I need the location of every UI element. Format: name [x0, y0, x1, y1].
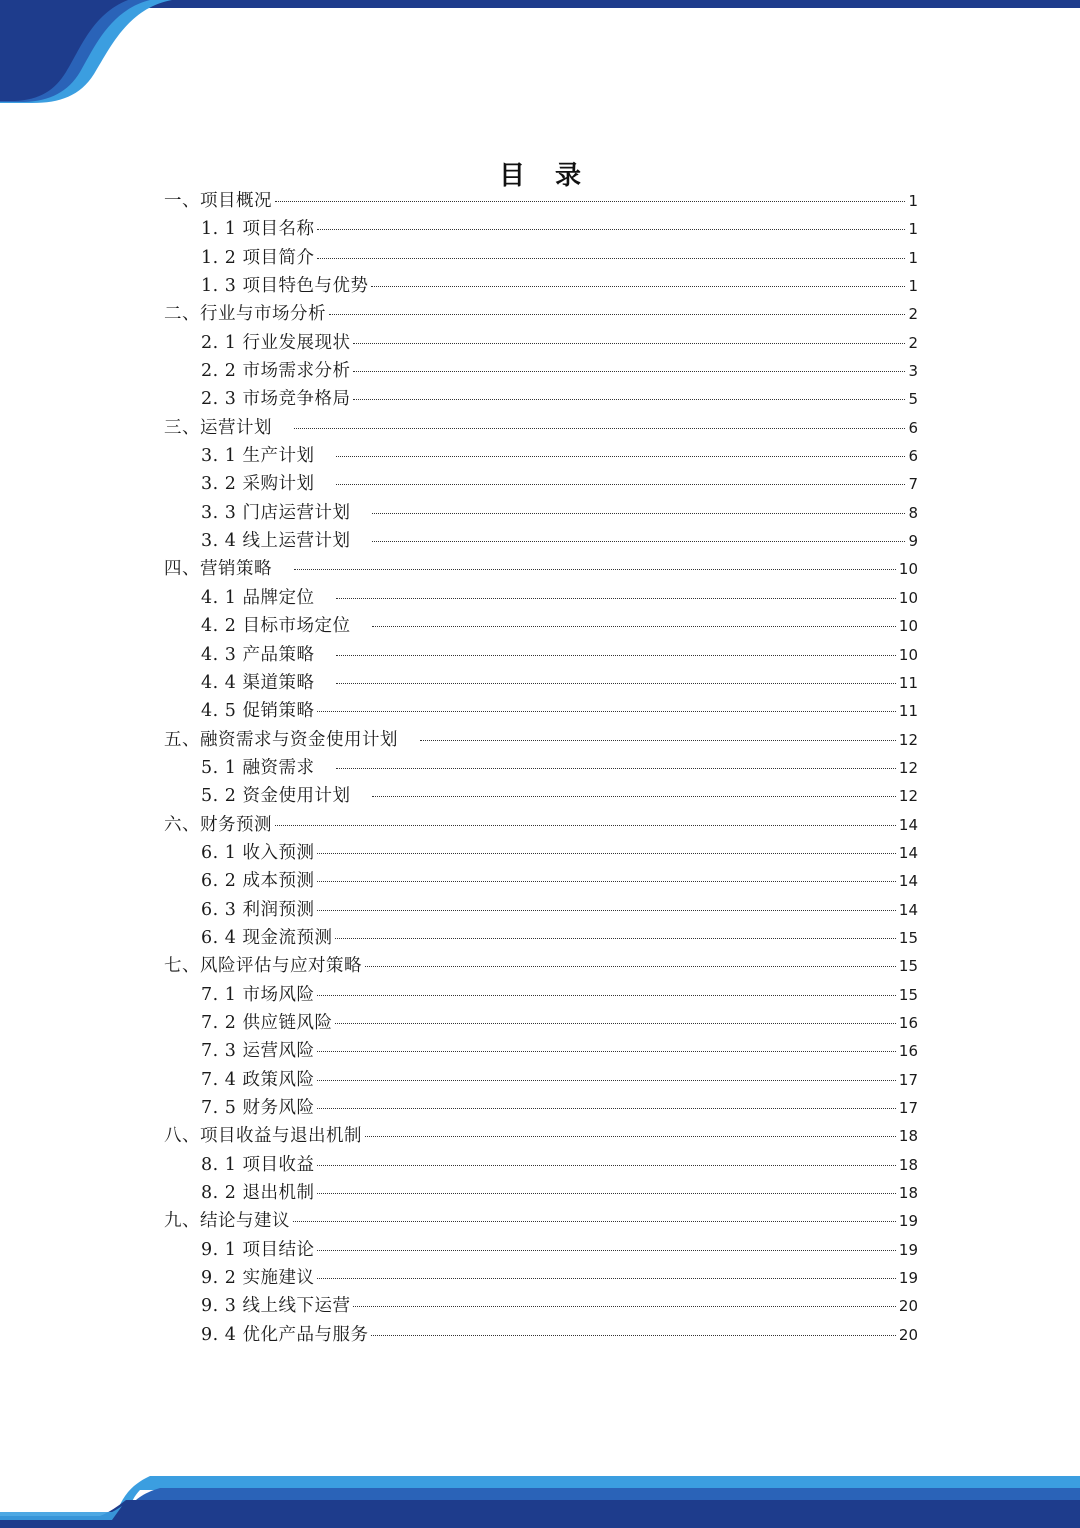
toc-chapter-entry[interactable] — [164, 811, 918, 839]
toc-entry-label: 四、营销策略 — [164, 559, 272, 580]
toc-section-entry[interactable] — [164, 839, 918, 867]
toc-entry-label: 9. 3 线上线下运营 — [201, 1296, 351, 1317]
toc-page-number: 11 — [898, 702, 918, 721]
toc-leader-dots — [372, 626, 895, 627]
toc-section-entry[interactable] — [164, 867, 918, 895]
toc-entry-label: 5. 1 融资需求 — [201, 757, 315, 778]
toc-leader-dots — [335, 1023, 895, 1024]
toc-section-entry[interactable] — [164, 1236, 918, 1264]
toc-entry-label: 1. 3 项目特色与优势 — [201, 276, 369, 297]
toc-entry-label: 4. 3 产品策略 — [201, 644, 315, 665]
toc-leader-dots — [336, 655, 895, 656]
toc-leader-dots — [294, 569, 896, 570]
toc-leader-dots — [365, 966, 896, 967]
toc-leader-dots — [420, 740, 896, 741]
toc-section-entry[interactable] — [164, 1009, 918, 1037]
toc-entry-label: 4. 5 促销策略 — [201, 701, 315, 722]
toc-entry-label: 4. 2 目标市场定位 — [201, 616, 351, 637]
toc-entry-label: 4. 4 渠道策略 — [201, 672, 315, 693]
toc-entry-label: 2. 1 行业发展现状 — [201, 332, 351, 353]
toc-chapter-entry[interactable] — [164, 726, 918, 754]
toc-leader-dots — [336, 683, 895, 684]
toc-entry-label: 3. 3 门店运营计划 — [201, 502, 351, 523]
toc-entry-label: 4. 1 品牌定位 — [201, 587, 315, 608]
page-title: 目录 — [498, 161, 611, 192]
toc-leader-dots — [317, 711, 895, 712]
toc-page-number: 10 — [898, 617, 918, 636]
toc-page-number: 2 — [908, 333, 918, 352]
toc-chapter-entry[interactable] — [164, 555, 918, 583]
toc-leader-dots — [335, 938, 895, 939]
toc-page-number: 10 — [898, 588, 918, 607]
toc-leader-dots — [353, 399, 905, 400]
toc-entry-label: 6. 2 成本预测 — [201, 871, 315, 892]
toc-section-entry[interactable] — [164, 612, 918, 640]
toc-section-entry[interactable] — [164, 782, 918, 810]
toc-section-entry[interactable] — [164, 215, 918, 243]
toc-page-number: 12 — [898, 758, 918, 777]
toc-section-entry[interactable] — [164, 470, 918, 498]
toc-leader-dots — [317, 1278, 895, 1279]
toc-section-entry[interactable] — [164, 1292, 918, 1320]
toc-section-entry[interactable] — [164, 1066, 918, 1094]
toc-leader-dots — [317, 229, 905, 230]
toc-page-number: 18 — [898, 1127, 918, 1146]
toc-page-number: 17 — [898, 1099, 918, 1117]
toc-page-number: 6 — [908, 418, 918, 437]
toc-chapter-entry[interactable] — [164, 952, 918, 980]
toc-entry-label: 2. 3 市场竞争格局 — [201, 389, 351, 410]
toc-section-entry[interactable] — [164, 1151, 918, 1179]
toc-leader-dots — [275, 201, 905, 202]
toc-entry-label: 六、财务预测 — [164, 814, 272, 835]
toc-page-number: 2 — [908, 305, 918, 324]
toc-page-number: 3 — [908, 362, 918, 381]
toc-entry-label: 9. 4 优化产品与服务 — [201, 1324, 369, 1345]
toc-leader-dots — [372, 513, 905, 514]
toc-page-number: 19 — [898, 1212, 918, 1231]
toc-page-number: 19 — [898, 1240, 918, 1259]
toc-page-number: 16 — [898, 1013, 918, 1032]
toc-section-entry[interactable] — [164, 1179, 918, 1207]
toc-leader-dots — [317, 1051, 895, 1052]
toc-page-number: 18 — [898, 1184, 918, 1203]
toc-section-entry[interactable] — [164, 272, 918, 300]
toc-leader-dots — [317, 1193, 895, 1194]
toc-leader-dots — [317, 258, 905, 259]
toc-entry-label: 3. 2 采购计划 — [201, 474, 315, 495]
toc-section-entry[interactable] — [164, 385, 918, 413]
toc-entry-label: 8. 1 项目收益 — [201, 1154, 315, 1175]
toc-section-entry[interactable] — [164, 1037, 918, 1065]
toc-leader-dots — [365, 1136, 896, 1137]
toc-leader-dots — [294, 428, 905, 429]
footer-banner — [0, 1468, 1080, 1528]
toc-leader-dots — [317, 1250, 895, 1251]
toc-entry-label: 7. 2 供应链风险 — [201, 1012, 333, 1033]
toc-leader-dots — [372, 541, 905, 542]
toc-page-number: 20 — [898, 1297, 918, 1316]
toc-page-number: 14 — [898, 843, 918, 862]
toc-entry-label: 7. 3 运营风险 — [201, 1041, 315, 1062]
toc-section-entry[interactable] — [164, 924, 918, 952]
toc-leader-dots — [317, 1108, 895, 1109]
toc-entry-label: 5. 2 资金使用计划 — [201, 786, 351, 807]
toc-leader-dots — [353, 343, 905, 344]
toc-page-number: 12 — [898, 730, 918, 749]
toc-leader-dots — [275, 825, 896, 826]
toc-entry-label: 6. 3 利润预测 — [201, 899, 315, 920]
toc-page-number: 17 — [898, 1070, 918, 1089]
toc-page-number: 6 — [908, 447, 918, 466]
toc-entry-label: 1. 1 项目名称 — [201, 219, 315, 240]
toc-section-entry[interactable] — [164, 981, 918, 1009]
toc-page-number: 14 — [898, 900, 918, 919]
toc-leader-dots — [336, 456, 905, 457]
toc-leader-dots — [317, 995, 895, 996]
toc-leader-dots — [317, 853, 895, 854]
toc-leader-dots — [372, 796, 895, 797]
toc-section-entry[interactable] — [164, 669, 918, 697]
toc-entry-label: 6. 4 现金流预测 — [201, 927, 333, 948]
toc-entry-label: 三、运营计划 — [164, 417, 272, 438]
toc-leader-dots — [371, 286, 905, 287]
toc-page-number: 11 — [898, 673, 918, 692]
toc-section-entry[interactable] — [164, 641, 918, 669]
toc-chapter-entry[interactable] — [164, 187, 918, 215]
toc-entry-label: 2. 2 市场需求分析 — [201, 361, 351, 382]
toc-page-number: 12 — [898, 787, 918, 806]
toc-page-number: 20 — [898, 1325, 918, 1344]
toc-page-number: 1 — [908, 220, 918, 239]
toc-entry-label: 二、行业与市场分析 — [164, 304, 326, 325]
toc-entry-label: 五、融资需求与资金使用计划 — [164, 729, 398, 750]
toc-entry-label: 7. 5 财务风险 — [201, 1098, 315, 1118]
toc-leader-dots — [336, 598, 895, 599]
toc-page-number: 9 — [908, 532, 918, 551]
toc-entry-label: 一、项目概况 — [164, 191, 272, 211]
toc-leader-dots — [353, 371, 905, 372]
toc-section-entry[interactable] — [164, 1264, 918, 1292]
toc-entry-label: 3. 4 线上运营计划 — [201, 531, 351, 552]
toc-entry-label: 七、风险评估与应对策略 — [164, 956, 362, 977]
toc-page-number: 5 — [908, 390, 918, 409]
toc-chapter-entry[interactable] — [164, 1207, 918, 1235]
toc-leader-dots — [317, 881, 895, 882]
toc-entry-label: 7. 4 政策风险 — [201, 1069, 315, 1090]
table-of-contents — [164, 187, 918, 1349]
toc-entry-label: 6. 1 收入预测 — [201, 842, 315, 863]
toc-chapter-entry[interactable] — [164, 414, 918, 442]
toc-page-number: 19 — [898, 1269, 918, 1288]
toc-chapter-entry[interactable] — [164, 1122, 918, 1150]
toc-page-number: 10 — [898, 645, 918, 664]
toc-section-entry[interactable] — [164, 1094, 918, 1122]
toc-leader-dots — [317, 1165, 895, 1166]
toc-section-entry[interactable] — [164, 1321, 918, 1349]
toc-chapter-entry[interactable] — [164, 300, 918, 328]
toc-section-entry[interactable] — [164, 329, 918, 357]
toc-page-number: 1 — [908, 277, 918, 296]
toc-leader-dots — [317, 910, 895, 911]
toc-entry-label: 3. 1 生产计划 — [201, 446, 315, 467]
toc-page-number: 15 — [898, 985, 918, 1004]
toc-page-number: 15 — [898, 928, 918, 947]
toc-page-number: 14 — [898, 872, 918, 891]
toc-leader-dots — [317, 1080, 895, 1081]
toc-page-number: 10 — [898, 560, 918, 579]
header-banner — [0, 0, 1080, 108]
toc-page-number: 1 — [908, 248, 918, 267]
toc-section-entry[interactable] — [164, 754, 918, 782]
toc-page-number: 16 — [898, 1042, 918, 1061]
toc-leader-dots — [371, 1335, 895, 1336]
toc-entry-label: 八、项目收益与退出机制 — [164, 1126, 362, 1147]
toc-section-entry[interactable] — [164, 697, 918, 725]
toc-leader-dots — [293, 1221, 896, 1222]
toc-page-number: 18 — [898, 1155, 918, 1174]
toc-entry-label: 九、结论与建议 — [164, 1211, 290, 1232]
toc-section-entry[interactable] — [164, 357, 918, 385]
toc-page-number: 1 — [908, 192, 918, 210]
toc-page-number: 14 — [898, 815, 918, 834]
toc-entry-label: 7. 1 市场风险 — [201, 984, 315, 1005]
toc-leader-dots — [336, 484, 905, 485]
toc-leader-dots — [353, 1306, 895, 1307]
toc-section-entry[interactable] — [164, 527, 918, 555]
toc-leader-dots — [336, 768, 895, 769]
toc-section-entry[interactable] — [164, 442, 918, 470]
toc-entry-label: 1. 2 项目简介 — [201, 247, 315, 268]
toc-page-number: 7 — [908, 475, 918, 494]
toc-section-entry[interactable] — [164, 584, 918, 612]
toc-section-entry[interactable] — [164, 896, 918, 924]
toc-page-number: 15 — [898, 957, 918, 976]
toc-section-entry[interactable] — [164, 244, 918, 272]
toc-page-number: 8 — [908, 503, 918, 522]
toc-entry-label: 9. 2 实施建议 — [201, 1268, 315, 1289]
toc-entry-label: 9. 1 项目结论 — [201, 1239, 315, 1260]
toc-entry-label: 8. 2 退出机制 — [201, 1183, 315, 1204]
toc-leader-dots — [329, 314, 905, 315]
toc-section-entry[interactable] — [164, 499, 918, 527]
